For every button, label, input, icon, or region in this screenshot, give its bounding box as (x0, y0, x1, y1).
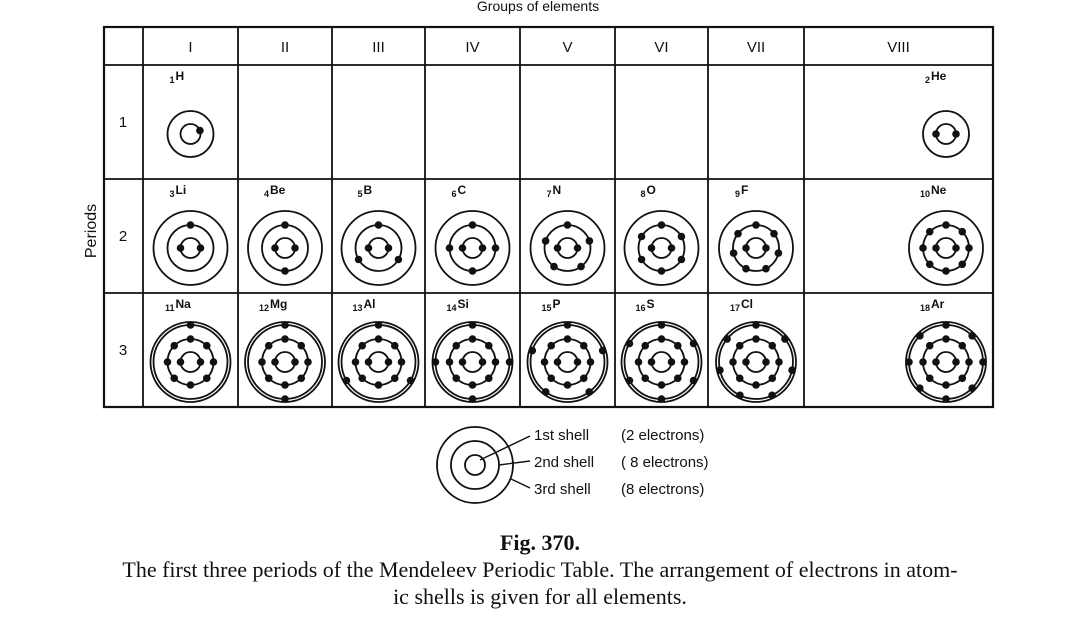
element-symbol: H (175, 69, 185, 83)
electron (304, 358, 312, 366)
electron (479, 358, 487, 366)
electron (297, 342, 305, 350)
atomic-number: 7 (546, 189, 552, 199)
atomic-number: 8 (640, 189, 646, 199)
electron (641, 374, 649, 382)
electron (734, 230, 742, 238)
electron (446, 358, 454, 366)
electron (541, 358, 549, 366)
electron (658, 381, 666, 389)
period-number-2: 2 (118, 228, 128, 245)
atom-c (436, 183, 510, 285)
element-symbol: Be (270, 183, 286, 197)
electron (752, 321, 760, 329)
group-header-viii: VIII (887, 39, 910, 56)
electron (446, 244, 454, 252)
electron (187, 221, 195, 229)
electron (658, 267, 666, 275)
shell-legend (437, 427, 709, 503)
atom-mg (245, 297, 325, 403)
shell-circle (262, 225, 308, 271)
electron (375, 335, 383, 343)
atomic-number: 18 (919, 303, 930, 313)
group-header-ii: II (280, 39, 290, 56)
electron (554, 244, 562, 252)
shell-circle (245, 322, 325, 402)
electron (916, 332, 924, 340)
electron (926, 228, 934, 236)
electron (599, 347, 607, 355)
electron (736, 342, 744, 350)
electron (469, 335, 477, 343)
electron (919, 358, 927, 366)
electron (358, 342, 366, 350)
electron (197, 358, 205, 366)
legend-shell-1 (465, 455, 485, 475)
electron (678, 256, 686, 264)
atom-h (168, 69, 214, 157)
element-symbol: Ar (931, 297, 945, 311)
group-header-iii: III (372, 39, 385, 56)
electron (648, 358, 656, 366)
atomic-number: 17 (729, 303, 740, 313)
electron (203, 342, 211, 350)
legend-1st-shell-label: 1st shell (534, 427, 590, 444)
atom-li (154, 183, 228, 285)
atom-n (531, 183, 605, 285)
electron (187, 381, 195, 389)
shell-circle (639, 225, 685, 271)
electron (452, 374, 460, 382)
shell-circle (450, 225, 496, 271)
period-number-3: 3 (118, 342, 128, 359)
atom-o (625, 183, 699, 285)
atomic-number: 2 (924, 75, 930, 85)
electron (788, 366, 796, 374)
atomic-number: 4 (263, 189, 269, 199)
electron (752, 335, 760, 343)
atom-si (432, 297, 514, 403)
electron (952, 244, 960, 252)
electron (492, 358, 500, 366)
electron (395, 256, 403, 264)
legend-pointer-1 (480, 436, 530, 460)
element-symbol: Mg (270, 297, 288, 311)
atomic-number: 5 (357, 189, 363, 199)
electron (459, 358, 467, 366)
shell-circle (716, 322, 796, 402)
electron (742, 358, 750, 366)
electron (958, 342, 966, 350)
electron (968, 332, 976, 340)
atomic-number: 3 (169, 189, 175, 199)
electron (170, 342, 178, 350)
electron (365, 358, 373, 366)
electron (658, 221, 666, 229)
electron (775, 358, 783, 366)
electron (580, 342, 588, 350)
electron (762, 358, 770, 366)
shell-circle (181, 124, 201, 144)
shell-circle (356, 225, 402, 271)
legend-shell-2 (451, 441, 499, 489)
electron (375, 221, 383, 229)
electron (658, 321, 666, 329)
group-header-vi: VI (654, 39, 669, 56)
electron (281, 221, 289, 229)
electron (729, 358, 737, 366)
electron (271, 244, 279, 252)
caption-line-2: ic shells is given for all elements. (393, 584, 687, 609)
electron (587, 358, 595, 366)
electron (730, 249, 738, 257)
shell-circle (168, 111, 214, 157)
element-symbol: Si (457, 297, 469, 311)
electron (965, 358, 973, 366)
electron (547, 374, 555, 382)
shell-circle (528, 322, 608, 402)
electron (942, 321, 950, 329)
electron (690, 340, 698, 348)
electron (210, 358, 218, 366)
electron (905, 358, 913, 366)
electron (968, 384, 976, 392)
electron (469, 221, 477, 229)
legend-pointer-2 (499, 461, 530, 465)
electron (942, 381, 950, 389)
electron (271, 358, 279, 366)
element-symbol: Ne (931, 183, 947, 197)
electron (580, 374, 588, 382)
element-symbol: Cl (741, 297, 753, 311)
electron (916, 384, 924, 392)
electron (258, 358, 266, 366)
electron (170, 374, 178, 382)
atomic-number: 13 (352, 303, 363, 313)
electron (952, 358, 960, 366)
electron (932, 244, 940, 252)
electron (297, 374, 305, 382)
electron (358, 374, 366, 382)
electron (407, 377, 415, 385)
electron (375, 321, 383, 329)
electron (762, 244, 770, 252)
group-header-v: V (562, 39, 573, 56)
legend-1st-shell-count: (2 electrons) (621, 427, 705, 444)
electron (668, 358, 676, 366)
electron (187, 321, 195, 329)
electron (638, 256, 646, 264)
atomic-number: 11 (164, 303, 175, 313)
caption-line-1: The first three periods of the Mendeleev Periodic Table. The arrangement of electrons in atom- (122, 557, 958, 582)
electron (564, 335, 572, 343)
electron (564, 381, 572, 389)
electron (398, 358, 406, 366)
electron (554, 358, 562, 366)
electron (564, 321, 572, 329)
groups-title: Groups of elements (476, 0, 600, 14)
shell-circle (622, 322, 702, 402)
electron (742, 244, 750, 252)
atomic-number: 9 (734, 189, 740, 199)
electron (723, 335, 731, 343)
shell-circle (339, 322, 419, 402)
electron (919, 244, 927, 252)
electron (638, 233, 646, 241)
atom-al (339, 297, 419, 402)
electron (281, 395, 289, 403)
electron (265, 374, 273, 382)
electron (958, 374, 966, 382)
electron (716, 366, 724, 374)
electron (550, 263, 558, 271)
electron (469, 395, 477, 403)
element-symbol: Al (363, 297, 376, 311)
electron (781, 335, 789, 343)
electron (768, 392, 776, 400)
electron (932, 358, 940, 366)
electron (281, 267, 289, 275)
atomic-number: 12 (258, 303, 269, 313)
electron (469, 267, 477, 275)
electron (942, 395, 950, 403)
electron (177, 244, 185, 252)
element-symbol: O (646, 183, 656, 197)
electron (355, 256, 363, 264)
electron (768, 374, 776, 382)
atom-f (719, 183, 793, 285)
shell-circle (433, 322, 513, 402)
electron (942, 267, 950, 275)
electron (281, 321, 289, 329)
electron (385, 358, 393, 366)
group-header-i: I (188, 39, 193, 56)
electron (506, 358, 514, 366)
electron (942, 335, 950, 343)
atom-s (622, 297, 702, 403)
electron (752, 221, 760, 229)
legend-3rd-shell-count: (8 electrons) (621, 481, 705, 498)
atom-na (151, 297, 231, 402)
electron (375, 381, 383, 389)
legend-pointer-3 (511, 479, 530, 488)
electron (926, 342, 934, 350)
electron (658, 395, 666, 403)
electron (479, 244, 487, 252)
electron (586, 237, 594, 245)
atomic-number: 1 (169, 75, 175, 85)
element-symbol: S (646, 297, 655, 311)
element-symbol: Li (175, 183, 187, 197)
electron (626, 377, 634, 385)
atomic-number: 6 (451, 189, 457, 199)
electron (678, 233, 686, 241)
periods-label: Periods (83, 203, 100, 259)
element-symbol: F (741, 183, 749, 197)
electron (768, 342, 776, 350)
atomic-number: 14 (446, 303, 457, 313)
electron (485, 374, 493, 382)
electron (203, 374, 211, 382)
atom-b (342, 183, 416, 285)
electron (958, 228, 966, 236)
electron (432, 358, 440, 366)
electron (196, 127, 204, 135)
electron (574, 358, 582, 366)
electron (542, 237, 550, 245)
electron (492, 244, 500, 252)
electron (265, 342, 273, 350)
atom-cl (716, 297, 796, 402)
electron (291, 244, 299, 252)
period-number-1: 1 (118, 114, 128, 131)
element-symbol: Na (175, 297, 191, 311)
legend-2nd-shell-count: ( 8 electrons) (621, 454, 709, 471)
figure-caption (20, 556, 1060, 610)
electron (681, 358, 689, 366)
electron (626, 340, 634, 348)
electron (291, 358, 299, 366)
atom-p (528, 297, 608, 402)
electron (529, 347, 537, 355)
electron (952, 130, 960, 138)
electron (762, 265, 770, 273)
element-symbol: He (931, 69, 947, 83)
figure-number: Fig. 370. (499, 530, 581, 555)
electron (668, 244, 676, 252)
atomic-number: 16 (635, 303, 646, 313)
atom-diagrams (151, 69, 987, 403)
electron (574, 244, 582, 252)
electron (469, 381, 477, 389)
shell-circle (168, 225, 214, 271)
atom-ne (909, 183, 983, 285)
electron (459, 244, 467, 252)
shell-circle (151, 322, 231, 402)
electron (674, 374, 682, 382)
electron (391, 342, 399, 350)
electron (564, 221, 572, 229)
element-symbol: N (552, 183, 562, 197)
shell-circle (923, 111, 969, 157)
group-header-vii: VII (746, 39, 766, 56)
legend-3rd-shell-label: 3rd shell (534, 481, 591, 498)
electron (391, 374, 399, 382)
electron (942, 221, 950, 229)
electron (187, 335, 195, 343)
atom-he (923, 69, 969, 157)
electron (926, 260, 934, 268)
electron (197, 244, 205, 252)
electron (281, 335, 289, 343)
electron (736, 392, 744, 400)
element-symbol: P (552, 297, 561, 311)
electron (641, 342, 649, 350)
electron (452, 342, 460, 350)
electron (385, 244, 393, 252)
electron (281, 381, 289, 389)
electron (469, 321, 477, 329)
electron (658, 335, 666, 343)
legend-2nd-shell-label: 2nd shell (534, 454, 595, 471)
electron (542, 388, 550, 396)
electron (752, 381, 760, 389)
atom-be (248, 183, 322, 285)
electron (958, 260, 966, 268)
electron (742, 265, 750, 273)
electron (365, 244, 373, 252)
electron (965, 244, 973, 252)
electron (547, 342, 555, 350)
electron (736, 374, 744, 382)
electron (585, 388, 593, 396)
electron (770, 230, 778, 238)
electron (648, 244, 656, 252)
electron (932, 130, 940, 138)
electron (635, 358, 643, 366)
atomic-number: 10 (919, 189, 930, 199)
electron (164, 358, 172, 366)
electron (177, 358, 185, 366)
electron (674, 342, 682, 350)
electron (485, 342, 493, 350)
element-symbol: C (457, 183, 467, 197)
electron (690, 377, 698, 385)
electron (352, 358, 360, 366)
electron (926, 374, 934, 382)
atomic-number: 15 (541, 303, 552, 313)
electron (979, 358, 987, 366)
electron (775, 249, 783, 257)
electron (577, 263, 585, 271)
atom-ar (905, 297, 987, 403)
group-header-iv: IV (465, 39, 480, 56)
electron (343, 377, 351, 385)
element-symbol: B (363, 183, 373, 197)
